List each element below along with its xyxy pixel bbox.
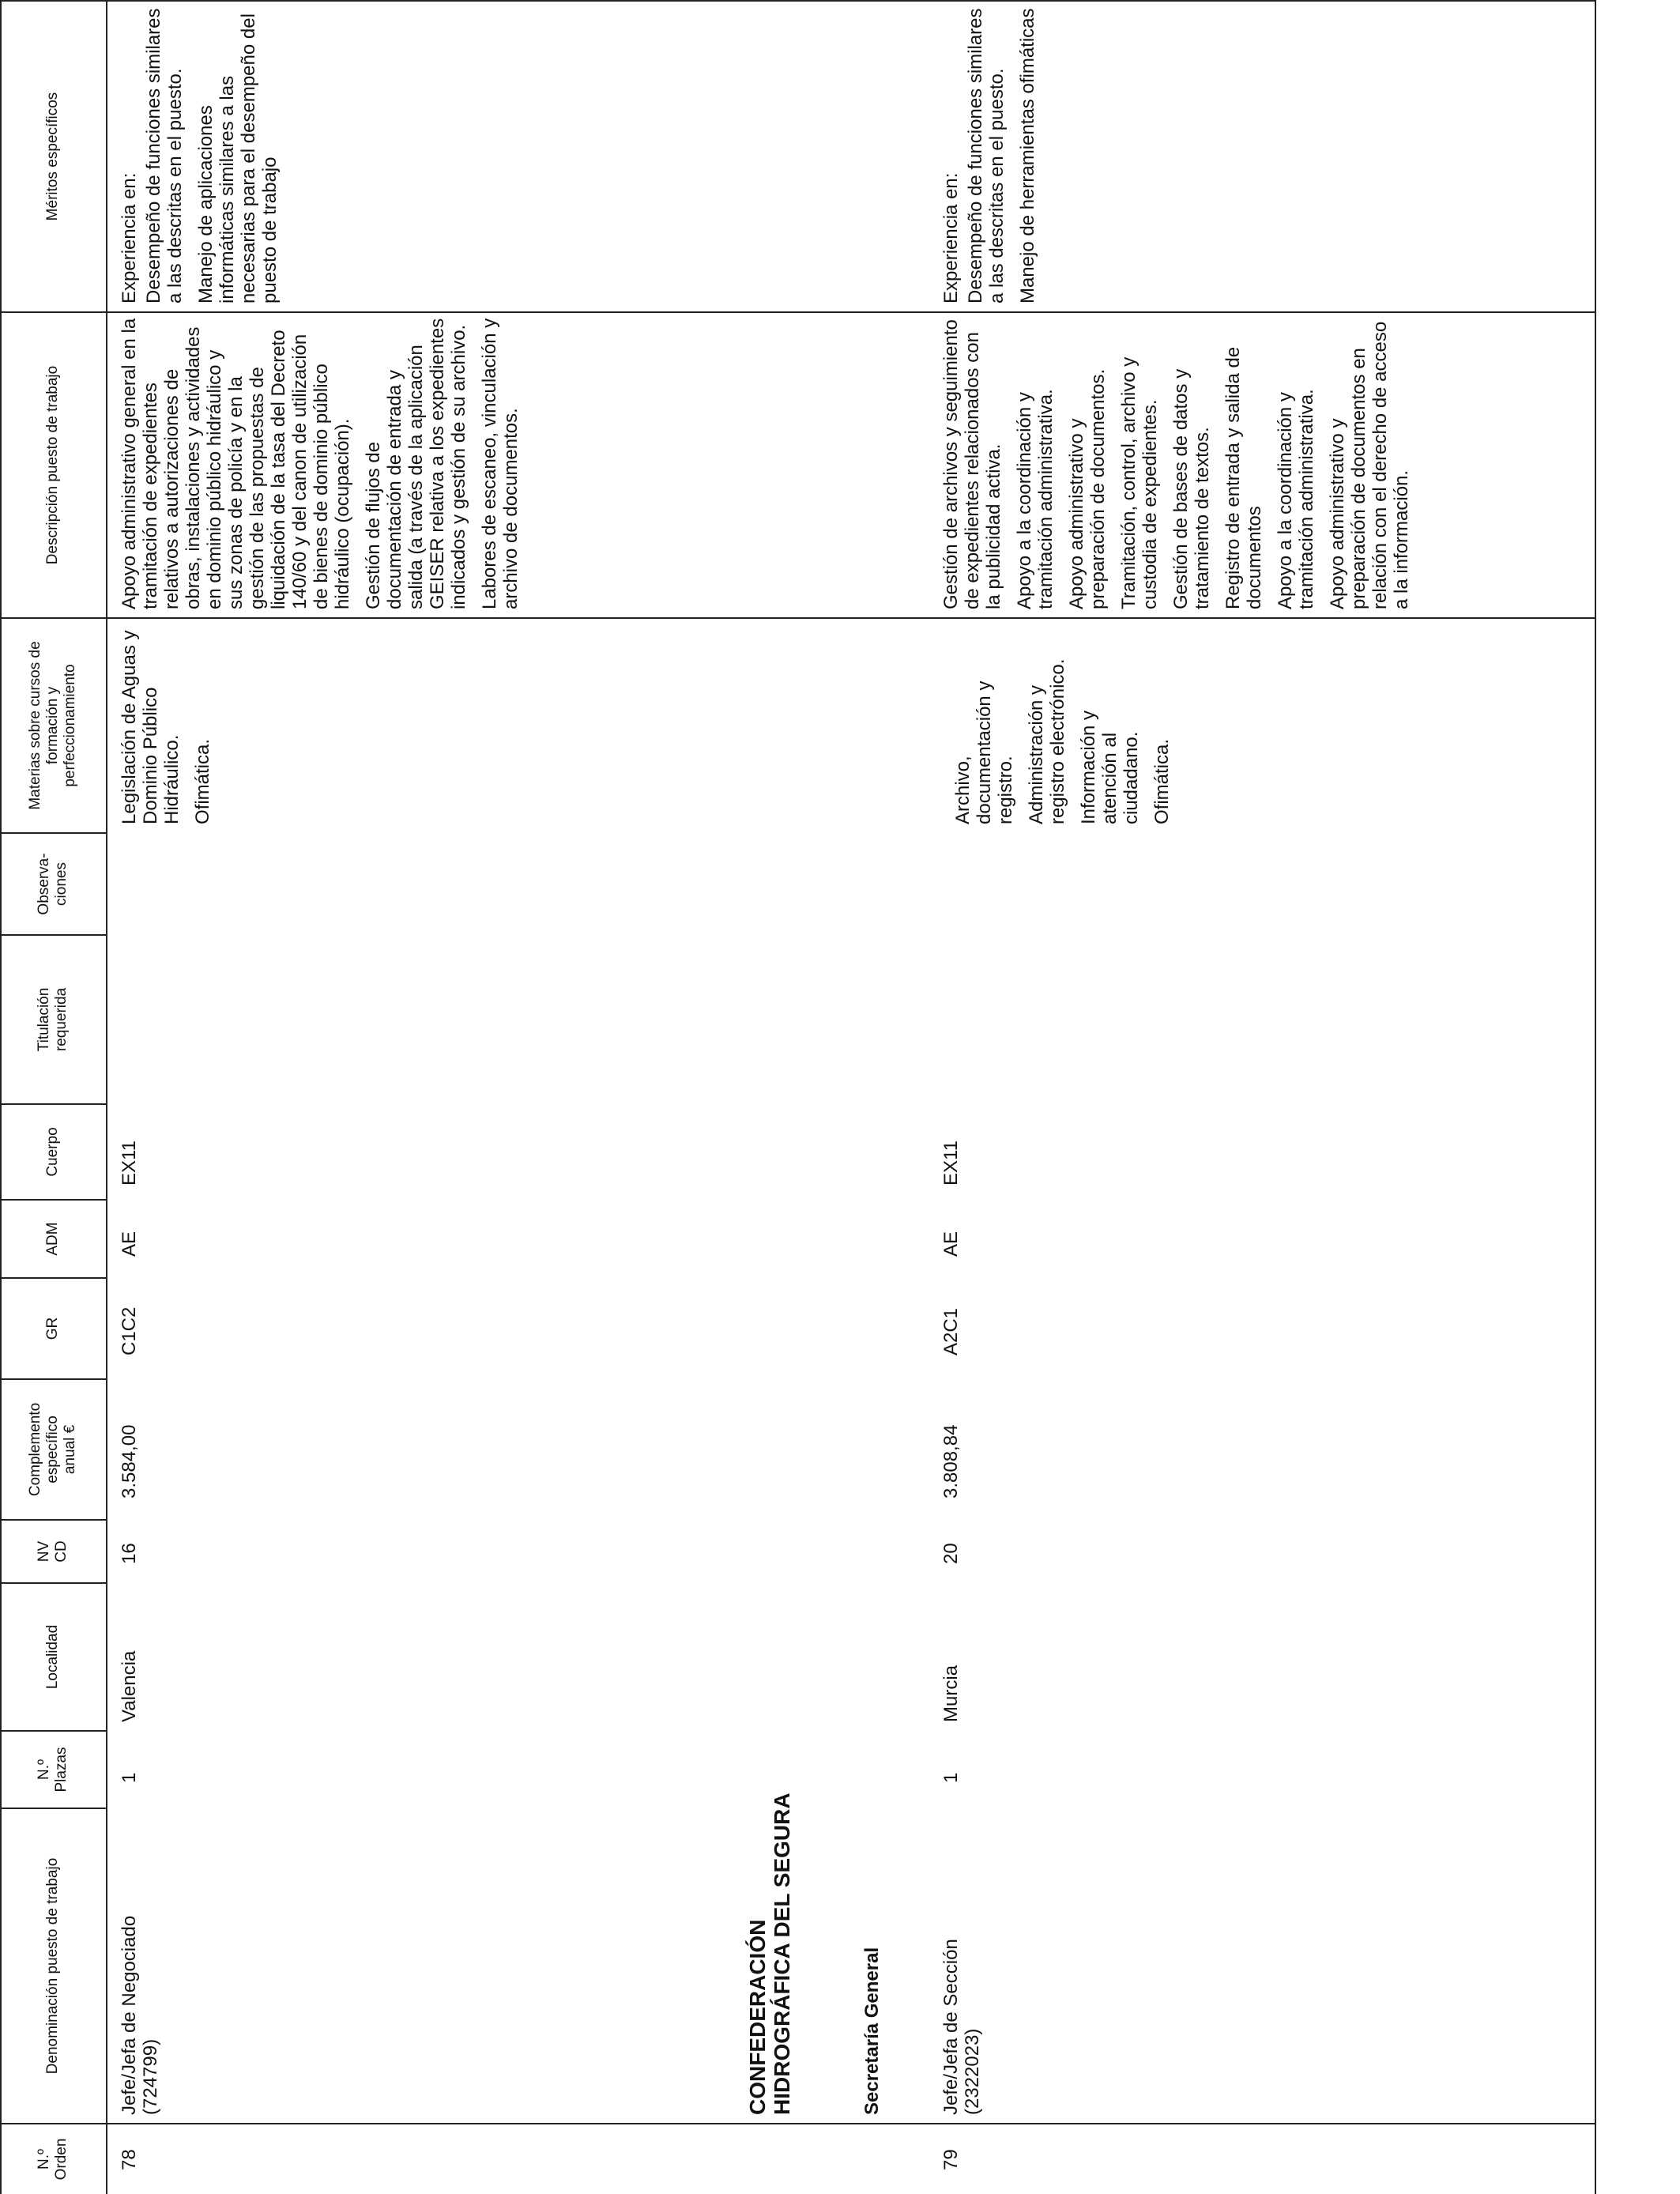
header-complemento: Complemento específico anual € xyxy=(27,1402,78,1497)
header-denominacion: Denominación puesto de trabajo xyxy=(44,1857,61,2075)
merito-item: Desempeño de funciones similares a las descritas en el puesto. xyxy=(143,8,186,303)
row-denominacion: Jefe/Jefa de Sección (2322023) xyxy=(940,1939,983,2115)
row-orden: 78 xyxy=(119,2149,140,2170)
row-adm: AE xyxy=(119,1231,140,1257)
header-materias: Materias sobre cursos de formación y perfeccionamiento xyxy=(27,641,78,810)
section-organism: CONFEDERACIÓN HIDROGRÁFICA DEL SEGURA xyxy=(745,1793,794,2115)
header-grupo: GR xyxy=(44,1317,61,1340)
header-titulacion: Titulación requerida xyxy=(36,987,70,1052)
descripcion-item: Apoyo administrativo y preparación de documentos. xyxy=(1066,368,1109,609)
right-rule xyxy=(1595,0,1596,2194)
row-plazas: 1 xyxy=(119,1772,140,1783)
row-meritos xyxy=(940,7,1048,303)
merito-item: Manejo de aplicaciones informáticas similares a las necesarias para el desempeño del puesto de trabajo xyxy=(195,13,281,303)
descripcion-item: Gestión de flujos de documentación de entrada y salida (a través de la aplicación GEISER relativa a los expedientes indicados y gestión de su archivo. xyxy=(363,318,469,609)
header-descripcion: Descripción puesto de trabajo xyxy=(44,365,61,565)
row-grupo: C1C2 xyxy=(119,1306,140,1355)
descripcion-item: Apoyo a la coordinación y tramitación administrativa. xyxy=(1275,389,1317,609)
row-adm: AE xyxy=(940,1231,962,1257)
row-denominacion: Jefe/Jefa de Negociado (724799) xyxy=(119,1915,161,2115)
descripcion-item: Apoyo a la coordinación y tramitación administrativa. xyxy=(1014,389,1057,609)
descripcion-item: Gestión de archivos y seguimiento de expedientes relacionados con la publicidad activa. xyxy=(940,319,1004,609)
materia-item: Información y atención al ciudadano. xyxy=(1078,710,1142,824)
descripcion-item: Registro de entrada y salida de documentos xyxy=(1222,346,1265,609)
col-divider xyxy=(0,0,1595,2)
row-plazas: 1 xyxy=(940,1772,962,1783)
row-nivel: 20 xyxy=(940,1543,962,1564)
descripcion-item: Apoyo administrativo y preparación de documentos en relación con el derecho de acceso a la información. xyxy=(1327,321,1412,609)
row-grupo: A2C1 xyxy=(940,1307,962,1355)
header-meritos: Méritos específicos xyxy=(44,92,61,221)
col-divider xyxy=(0,617,1595,619)
row-orden: 79 xyxy=(940,2149,962,2170)
header-nivel: NV CD xyxy=(36,1540,70,1563)
row-materias xyxy=(119,623,223,824)
header-rule xyxy=(106,0,107,2194)
header-adm: ADM xyxy=(44,1222,61,1256)
row-descripcion xyxy=(940,317,1422,609)
materia-item: Legislación de Aguas y Dominio Público Hidráulico. xyxy=(119,630,183,824)
row-materias xyxy=(952,643,1182,824)
descripcion-item: Labores de escaneo, vinculación y archivo de documentos. xyxy=(479,318,522,609)
col-divider xyxy=(0,311,1595,313)
materia-item: Ofimática. xyxy=(1151,738,1173,824)
header-orden: N.º Orden xyxy=(36,2138,70,2181)
row-cuerpo: EX11 xyxy=(940,1140,962,1186)
merito-item: Desempeño de funciones similares a las descritas en el puesto. xyxy=(965,8,1008,303)
descripcion-item: Gestión de bases de datos y tratamiento de textos. xyxy=(1170,368,1213,609)
descripcion-item: Tramitación, control, archivo y custodia de expedientes. xyxy=(1118,356,1161,609)
col-divider xyxy=(0,2123,1595,2124)
row-cuerpo: EX11 xyxy=(119,1140,140,1186)
materia-item: Archivo, documentación y registro. xyxy=(952,680,1016,824)
header-observaciones: Observa-ciones xyxy=(36,853,70,915)
merito-item: Manejo de herramientas ofimáticas xyxy=(1017,8,1038,303)
row-localidad: Murcia xyxy=(940,1664,962,1722)
header-cuerpo: Cuerpo xyxy=(44,1127,61,1177)
section-unit: Secretaría General xyxy=(861,1947,883,2115)
merito-item: Experiencia en: xyxy=(119,172,140,303)
row-complemento: 3.584,00 xyxy=(119,1424,140,1498)
header-localidad: Localidad xyxy=(44,1624,61,1690)
row-complemento: 3.808,84 xyxy=(940,1424,962,1498)
row-descripcion xyxy=(119,317,531,609)
descripcion-item: Apoyo administrativo general en la tramitación de expedientes relativos a autorizaciones de obras, instalaciones y actividades en dominio público hidráulico y sus zonas de policía y en la gestión de las propuestas de liquidación de la tasa del Decreto 140/60 y del canon de utilización de bienes de dominio público hidráulico (ocupación). xyxy=(119,318,353,609)
materia-item: Ofimática. xyxy=(192,738,213,824)
row-nivel: 16 xyxy=(119,1543,140,1564)
materia-item: Administración y registro electrónico. xyxy=(1026,658,1068,824)
row-meritos xyxy=(119,7,290,303)
merito-item: Experiencia en: xyxy=(940,172,962,303)
header-plazas: N.º Plazas xyxy=(36,1747,70,1793)
row-localidad: Valencia xyxy=(119,1650,140,1722)
